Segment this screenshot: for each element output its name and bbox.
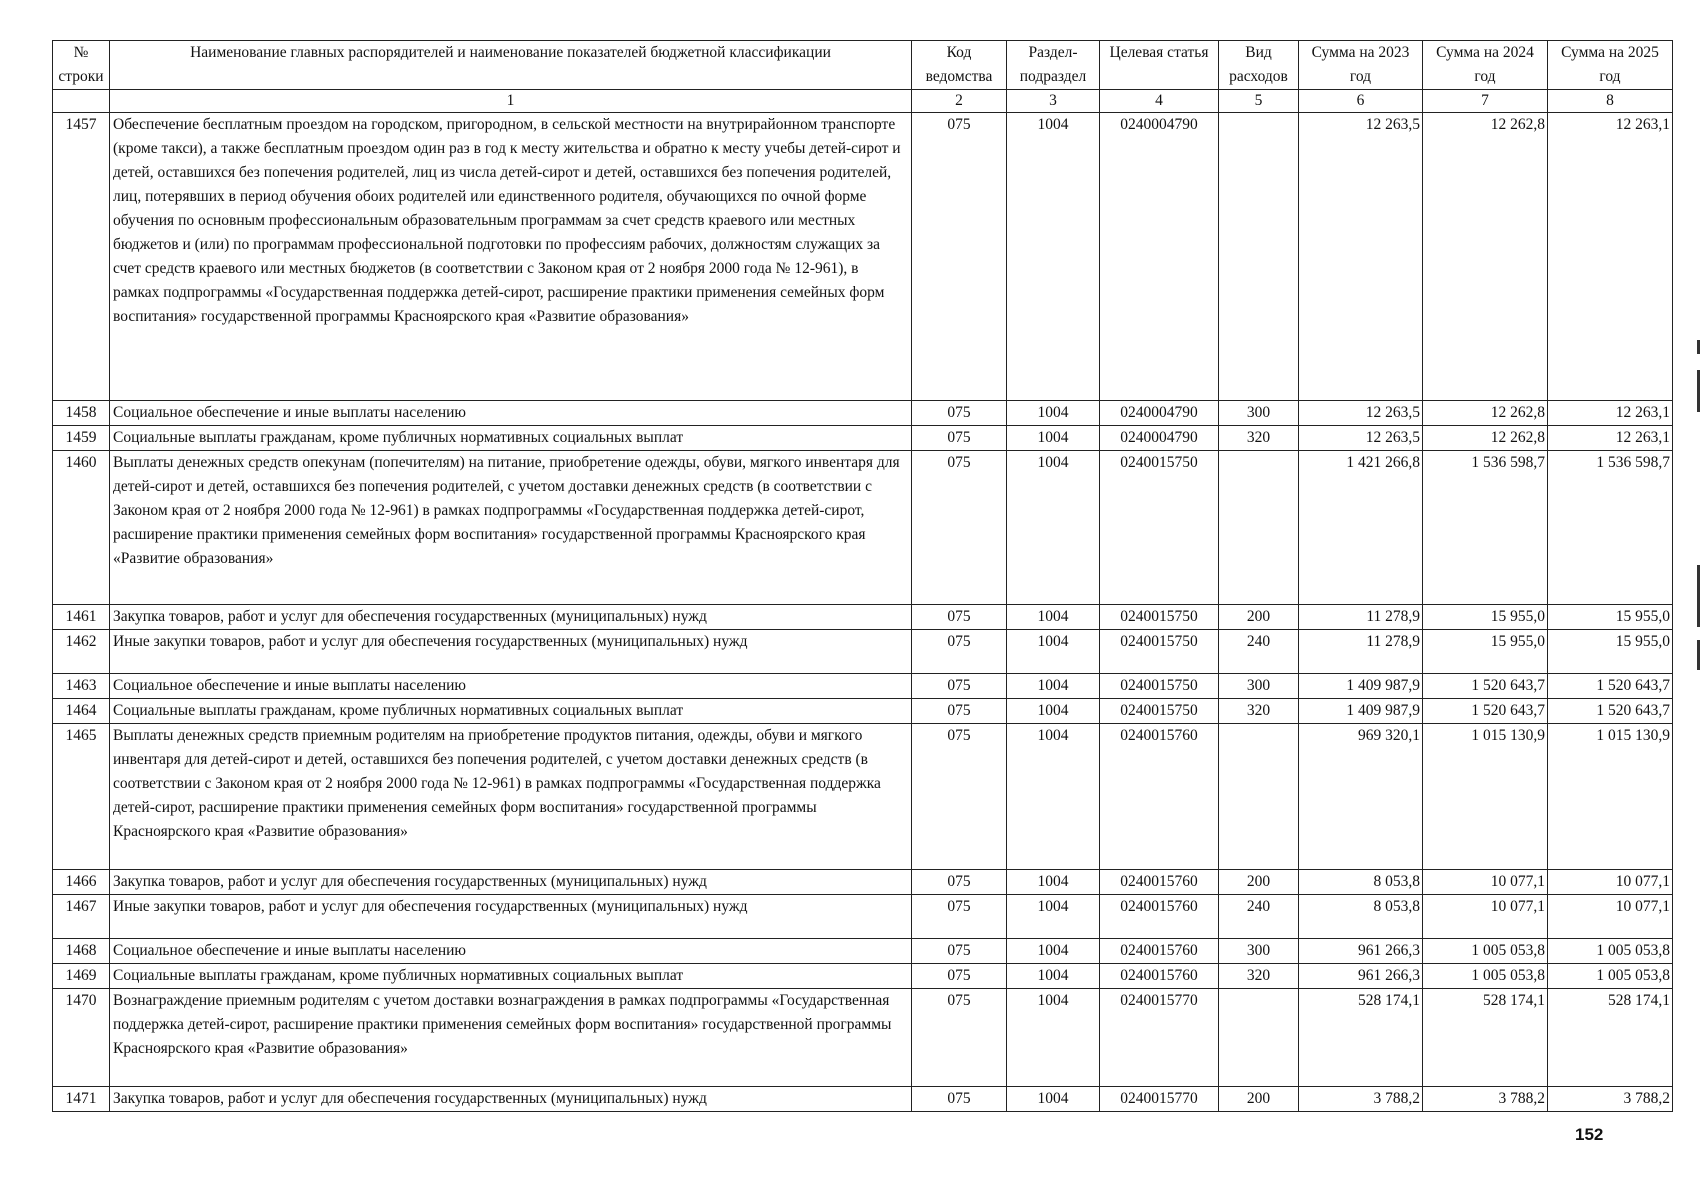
sum-2023: 3 788,2	[1299, 1087, 1423, 1112]
header-expense-type: Вид расходов	[1219, 41, 1299, 90]
section-code: 1004	[1007, 451, 1100, 605]
table-row	[53, 401, 1673, 426]
section-code: 1004	[1007, 895, 1100, 939]
header-sum-2023: Сумма на 2023 год	[1299, 41, 1423, 90]
sum-2024: 1 005 053,8	[1423, 964, 1548, 989]
section-code: 1004	[1007, 964, 1100, 989]
table-row	[53, 724, 1673, 870]
department-code: 075	[912, 630, 1007, 674]
table-row	[53, 895, 1673, 939]
column-number: 2	[912, 90, 1007, 113]
budget-table	[52, 40, 1673, 1112]
row-number: 1458	[53, 401, 110, 426]
section-code: 1004	[1007, 113, 1100, 401]
row-number: 1463	[53, 674, 110, 699]
sum-2025: 3 788,2	[1548, 1087, 1673, 1112]
item-name: Выплаты денежных средств опекунам (попечителям) на питание, приобретение одежды, обуви, мягкого инвентаря для детей-сирот и детей, оставшихся без попечения родителей, с учетом доставки денежных средств (в соответствии с Законом края от 2 ноября 2000 года № 12-961) в рамках подпрограммы «Государственная поддержка детей-сирот, расширение практики применения семейных форм воспитания» государственной программы Красноярского края «Развитие образования»	[110, 451, 912, 605]
department-code: 075	[912, 605, 1007, 630]
section-code: 1004	[1007, 630, 1100, 674]
section-code: 1004	[1007, 426, 1100, 451]
row-number: 1467	[53, 895, 110, 939]
department-code: 075	[912, 451, 1007, 605]
scan-edge-mark	[1697, 565, 1700, 627]
row-number: 1465	[53, 724, 110, 870]
row-number: 1470	[53, 989, 110, 1087]
target-article: 0240015760	[1100, 724, 1219, 870]
sum-2025: 12 263,1	[1548, 401, 1673, 426]
scan-edge-mark	[1697, 640, 1700, 670]
expense-type: 300	[1219, 674, 1299, 699]
item-name: Иные закупки товаров, работ и услуг для обеспечения государственных (муниципальных) нужд	[110, 630, 912, 674]
sum-2024: 15 955,0	[1423, 605, 1548, 630]
column-number-blank	[53, 90, 110, 113]
target-article: 0240015750	[1100, 451, 1219, 605]
row-number: 1461	[53, 605, 110, 630]
header-row	[53, 41, 1673, 90]
scan-edge-mark	[1697, 340, 1700, 354]
department-code: 075	[912, 1087, 1007, 1112]
sum-2023: 969 320,1	[1299, 724, 1423, 870]
target-article: 0240015760	[1100, 964, 1219, 989]
sum-2023: 11 278,9	[1299, 605, 1423, 630]
item-name: Вознаграждение приемным родителям с учетом доставки вознаграждения в рамках подпрограммы «Государственная поддержка детей-сирот, расширение практики применения семейных форм воспитания» государственной программы Красноярского края «Развитие образования»	[110, 989, 912, 1087]
row-number: 1464	[53, 699, 110, 724]
target-article: 0240004790	[1100, 113, 1219, 401]
department-code: 075	[912, 724, 1007, 870]
department-code: 075	[912, 989, 1007, 1087]
row-number: 1468	[53, 939, 110, 964]
header-section: Раздел-подраздел	[1007, 41, 1100, 90]
sum-2024: 12 262,8	[1423, 113, 1548, 401]
table-body	[53, 113, 1673, 1112]
table-row	[53, 870, 1673, 895]
row-number: 1469	[53, 964, 110, 989]
table-row	[53, 113, 1673, 401]
sum-2025: 1 520 643,7	[1548, 699, 1673, 724]
sum-2025: 1 015 130,9	[1548, 724, 1673, 870]
department-code: 075	[912, 401, 1007, 426]
expense-type	[1219, 451, 1299, 605]
item-name: Социальные выплаты гражданам, кроме публичных нормативных социальных выплат	[110, 964, 912, 989]
header-department-code: Код ведомства	[912, 41, 1007, 90]
sum-2023: 12 263,5	[1299, 426, 1423, 451]
section-code: 1004	[1007, 674, 1100, 699]
table-row	[53, 1087, 1673, 1112]
section-code: 1004	[1007, 989, 1100, 1087]
sum-2025: 12 263,1	[1548, 113, 1673, 401]
row-number: 1466	[53, 870, 110, 895]
sum-2025: 528 174,1	[1548, 989, 1673, 1087]
target-article: 0240004790	[1100, 426, 1219, 451]
expense-type: 320	[1219, 426, 1299, 451]
table-row	[53, 451, 1673, 605]
section-code: 1004	[1007, 724, 1100, 870]
sum-2025: 12 263,1	[1548, 426, 1673, 451]
sum-2023: 12 263,5	[1299, 113, 1423, 401]
table-row	[53, 674, 1673, 699]
sum-2024: 12 262,8	[1423, 401, 1548, 426]
target-article: 0240004790	[1100, 401, 1219, 426]
target-article: 0240015750	[1100, 605, 1219, 630]
sum-2025: 15 955,0	[1548, 630, 1673, 674]
target-article: 0240015760	[1100, 895, 1219, 939]
expense-type: 240	[1219, 895, 1299, 939]
table-row	[53, 630, 1673, 674]
table-row	[53, 964, 1673, 989]
sum-2025: 1 536 598,7	[1548, 451, 1673, 605]
row-number: 1459	[53, 426, 110, 451]
sum-2023: 8 053,8	[1299, 895, 1423, 939]
sum-2025: 15 955,0	[1548, 605, 1673, 630]
header-sum-2024: Сумма на 2024 год	[1423, 41, 1548, 90]
item-name: Иные закупки товаров, работ и услуг для обеспечения государственных (муниципальных) нужд	[110, 895, 912, 939]
sum-2024: 1 520 643,7	[1423, 699, 1548, 724]
expense-type: 200	[1219, 870, 1299, 895]
header-name: Наименование главных распорядителей и наименование показателей бюджетной классификации	[110, 41, 912, 90]
header-row-number: № строки	[53, 41, 110, 90]
section-code: 1004	[1007, 401, 1100, 426]
section-code: 1004	[1007, 870, 1100, 895]
sum-2024: 12 262,8	[1423, 426, 1548, 451]
table-row	[53, 939, 1673, 964]
target-article: 0240015770	[1100, 1087, 1219, 1112]
table-row	[53, 426, 1673, 451]
table-row	[53, 605, 1673, 630]
expense-type: 240	[1219, 630, 1299, 674]
expense-type: 200	[1219, 605, 1299, 630]
column-number-row	[53, 90, 1673, 113]
expense-type: 320	[1219, 699, 1299, 724]
sum-2023: 1 421 266,8	[1299, 451, 1423, 605]
sum-2025: 1 005 053,8	[1548, 964, 1673, 989]
column-number: 7	[1423, 90, 1548, 113]
sum-2024: 1 536 598,7	[1423, 451, 1548, 605]
department-code: 075	[912, 699, 1007, 724]
section-code: 1004	[1007, 605, 1100, 630]
department-code: 075	[912, 426, 1007, 451]
column-number: 5	[1219, 90, 1299, 113]
sum-2023: 528 174,1	[1299, 989, 1423, 1087]
expense-type: 320	[1219, 964, 1299, 989]
column-number: 8	[1548, 90, 1673, 113]
sum-2025: 10 077,1	[1548, 870, 1673, 895]
section-code: 1004	[1007, 939, 1100, 964]
expense-type	[1219, 989, 1299, 1087]
sum-2024: 10 077,1	[1423, 895, 1548, 939]
row-number: 1460	[53, 451, 110, 605]
page-number: 152	[1575, 1125, 1604, 1144]
section-code: 1004	[1007, 1087, 1100, 1112]
department-code: 075	[912, 674, 1007, 699]
table-row	[53, 989, 1673, 1087]
department-code: 075	[912, 870, 1007, 895]
sum-2023: 11 278,9	[1299, 630, 1423, 674]
sum-2024: 3 788,2	[1423, 1087, 1548, 1112]
header-sum-2025: Сумма на 2025 год	[1548, 41, 1673, 90]
item-name: Социальные выплаты гражданам, кроме публичных нормативных социальных выплат	[110, 426, 912, 451]
sum-2023: 1 409 987,9	[1299, 674, 1423, 699]
sum-2024: 15 955,0	[1423, 630, 1548, 674]
item-name: Закупка товаров, работ и услуг для обеспечения государственных (муниципальных) нужд	[110, 870, 912, 895]
expense-type	[1219, 724, 1299, 870]
expense-type: 300	[1219, 939, 1299, 964]
target-article: 0240015770	[1100, 989, 1219, 1087]
target-article: 0240015750	[1100, 674, 1219, 699]
sum-2025: 10 077,1	[1548, 895, 1673, 939]
item-name: Закупка товаров, работ и услуг для обеспечения государственных (муниципальных) нужд	[110, 1087, 912, 1112]
department-code: 075	[912, 895, 1007, 939]
sum-2025: 1 005 053,8	[1548, 939, 1673, 964]
target-article: 0240015750	[1100, 699, 1219, 724]
row-number: 1462	[53, 630, 110, 674]
department-code: 075	[912, 964, 1007, 989]
column-number: 1	[110, 90, 912, 113]
scan-edge-mark	[1697, 370, 1700, 412]
row-number: 1457	[53, 113, 110, 401]
sum-2023: 961 266,3	[1299, 939, 1423, 964]
target-article: 0240015760	[1100, 870, 1219, 895]
sum-2023: 1 409 987,9	[1299, 699, 1423, 724]
section-code: 1004	[1007, 699, 1100, 724]
sum-2024: 1 520 643,7	[1423, 674, 1548, 699]
item-name: Социальные выплаты гражданам, кроме публичных нормативных социальных выплат	[110, 699, 912, 724]
table-row	[53, 699, 1673, 724]
target-article: 0240015760	[1100, 939, 1219, 964]
column-number: 4	[1100, 90, 1219, 113]
sum-2023: 8 053,8	[1299, 870, 1423, 895]
header-target-article: Целевая статья	[1100, 41, 1219, 90]
sum-2023: 12 263,5	[1299, 401, 1423, 426]
sum-2024: 10 077,1	[1423, 870, 1548, 895]
item-name: Обеспечение бесплатным проездом на городском, пригородном, в сельской местности на внутрирайонном транспорте (кроме такси), а также бесплатным проездом один раз в год к месту жительства и обратно к месту учебы детей-сирот и детей, оставшихся без попечения родителей, лиц из числа детей-сирот и детей, оставшихся без попечения родителей, лиц, потерявших в период обучения обоих родителей или единственного родителя, обучающихся по очной форме обучения по основным профессиональным образовательным программам за счет средств краевого или местных бюджетов и (или) по программам профессиональной подготовки по профессиям рабочих, должностям служащих за счет средств краевого или местных бюджетов (в соответствии с Законом края от 2 ноября 2000 года № 12-961), в рамках подпрограммы «Государственная поддержка детей-сирот, расширение практики применения семейных форм воспитания» государственной программы Красноярского края «Развитие образования»	[110, 113, 912, 401]
department-code: 075	[912, 939, 1007, 964]
expense-type: 200	[1219, 1087, 1299, 1112]
column-number: 3	[1007, 90, 1100, 113]
sum-2024: 528 174,1	[1423, 989, 1548, 1087]
item-name: Закупка товаров, работ и услуг для обеспечения государственных (муниципальных) нужд	[110, 605, 912, 630]
sum-2025: 1 520 643,7	[1548, 674, 1673, 699]
sum-2023: 961 266,3	[1299, 964, 1423, 989]
expense-type	[1219, 113, 1299, 401]
item-name: Социальное обеспечение и иные выплаты населению	[110, 401, 912, 426]
row-number: 1471	[53, 1087, 110, 1112]
item-name: Социальное обеспечение и иные выплаты населению	[110, 674, 912, 699]
sum-2024: 1 005 053,8	[1423, 939, 1548, 964]
target-article: 0240015750	[1100, 630, 1219, 674]
sum-2024: 1 015 130,9	[1423, 724, 1548, 870]
item-name: Социальное обеспечение и иные выплаты населению	[110, 939, 912, 964]
department-code: 075	[912, 113, 1007, 401]
column-number: 6	[1299, 90, 1423, 113]
expense-type: 300	[1219, 401, 1299, 426]
item-name: Выплаты денежных средств приемным родителям на приобретение продуктов питания, одежды, обуви и мягкого инвентаря для детей-сирот и детей, оставшихся без попечения родителей, с учетом доставки денежных средств (в соответствии с Законом края от 2 ноября 2000 года № 12-961) в рамках подпрограммы «Государственная поддержка детей-сирот, расширение практики применения семейных форм воспитания» государственной программы Красноярского края «Развитие образования»	[110, 724, 912, 870]
